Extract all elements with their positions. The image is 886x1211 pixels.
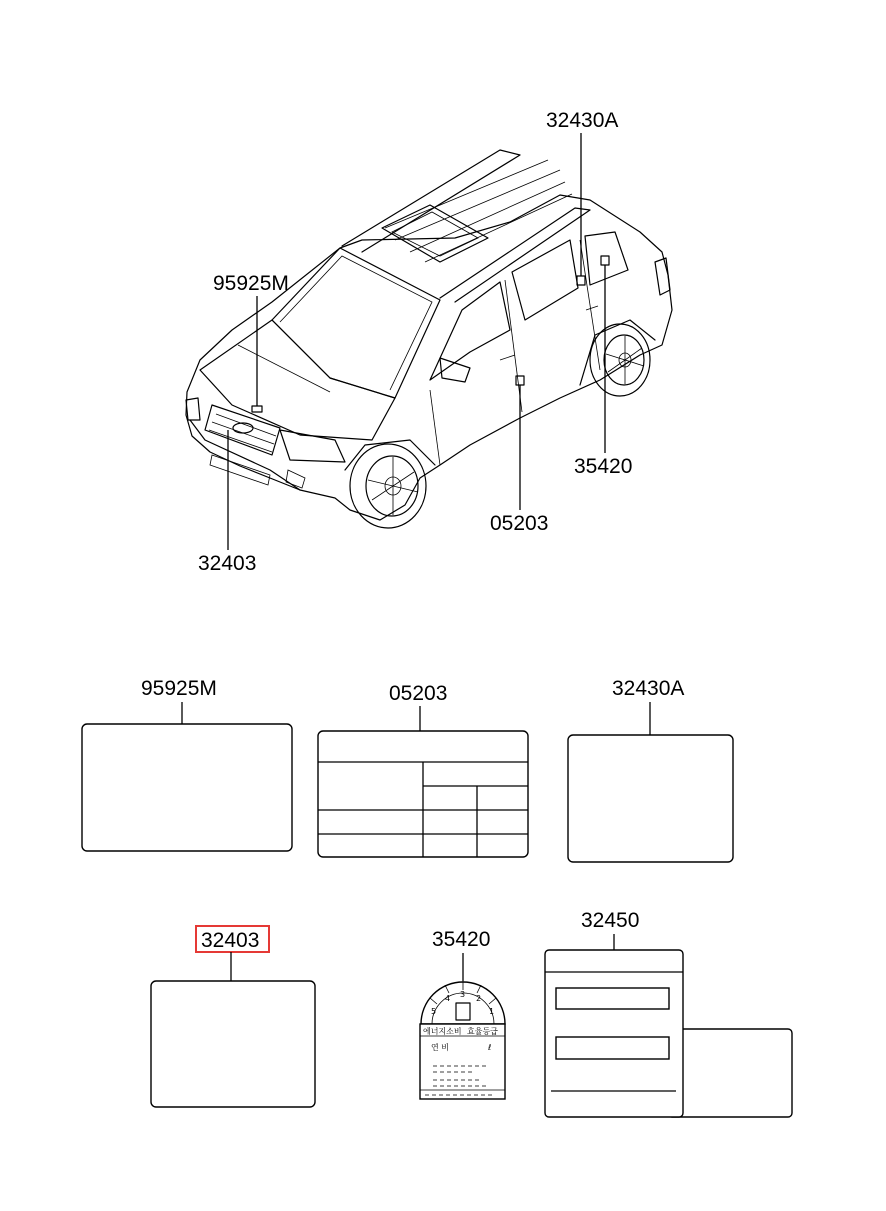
fuel-row-label: 연 비	[431, 1043, 449, 1052]
label-32430A[interactable]	[568, 677, 733, 862]
vehicle-callouts	[198, 109, 632, 575]
label-95925M[interactable]	[82, 677, 292, 851]
label-32450[interactable]	[545, 909, 792, 1117]
label-32450-front-panel	[545, 950, 683, 1117]
label-32450-field-2	[556, 1037, 669, 1059]
callout-32430A[interactable]: 32430A	[546, 109, 619, 132]
fuel-title-left: 에너지소비	[423, 1027, 462, 1036]
fuel-grade-4: 4	[445, 994, 451, 1003]
label-32450-back-panel	[668, 1029, 792, 1117]
callout-32403[interactable]: 32403	[198, 552, 257, 575]
fuel-grade-1: 1	[489, 1007, 495, 1016]
label-title-32403: 32403	[201, 929, 260, 952]
label-05203[interactable]	[318, 682, 528, 857]
callout-35420[interactable]: 35420	[574, 455, 633, 478]
callout-95925M[interactable]: 95925M	[213, 272, 289, 295]
fuel-title-right: 효율등급	[467, 1027, 498, 1036]
fuel-grade-3: 3	[460, 990, 466, 999]
label-32430A-plate	[568, 735, 733, 862]
label-32450-field-1	[556, 988, 669, 1009]
label-title-05203: 05203	[389, 682, 448, 705]
label-title-32450: 32450	[581, 909, 640, 932]
label-32403[interactable]	[151, 926, 315, 1107]
fuel-row-unit: ℓ	[488, 1043, 492, 1052]
label-35420[interactable]	[420, 928, 505, 1099]
label-32403-plate	[151, 981, 315, 1107]
label-title-35420: 35420	[432, 928, 491, 951]
callout-05203[interactable]: 05203	[490, 512, 549, 535]
fuel-grade-5: 5	[431, 1007, 437, 1016]
label-title-95925M: 95925M	[141, 677, 217, 700]
fuel-grade-2: 2	[476, 994, 482, 1003]
label-95925M-plate	[82, 724, 292, 851]
label-title-32430A: 32430A	[612, 677, 685, 700]
